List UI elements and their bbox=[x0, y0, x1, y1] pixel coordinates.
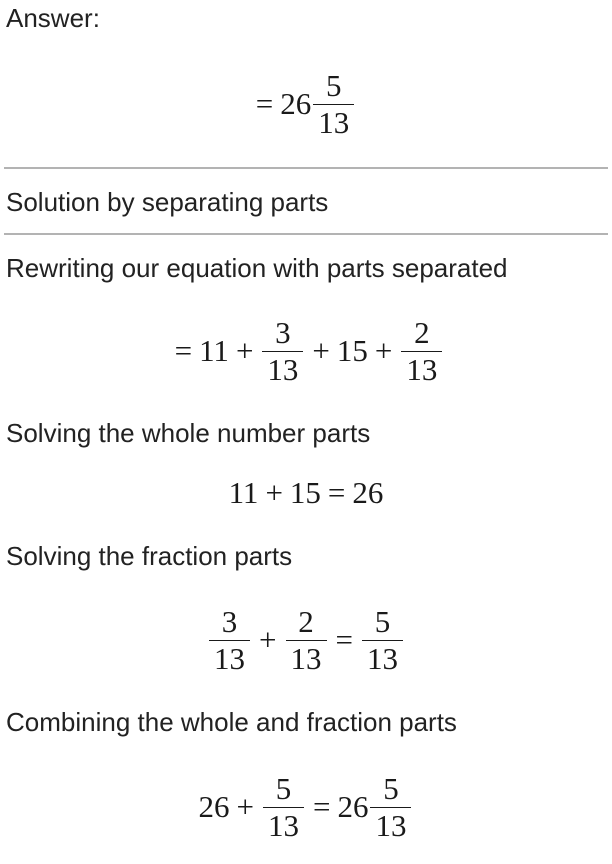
plus-sign: + bbox=[236, 789, 254, 824]
fraction bbox=[362, 604, 403, 677]
step1-label: Rewriting our equation with parts separated bbox=[6, 253, 508, 283]
fraction bbox=[313, 68, 354, 141]
denominator: 13 bbox=[214, 640, 246, 676]
step1-equation bbox=[0, 311, 612, 391]
step4-equation bbox=[0, 767, 612, 847]
numerator: 2 bbox=[414, 314, 430, 350]
equals-sign: = bbox=[313, 789, 331, 824]
denominator: 13 bbox=[406, 351, 438, 387]
numerator: 5 bbox=[383, 770, 399, 806]
equals-sign: = bbox=[327, 475, 346, 510]
equals-sign: = bbox=[174, 333, 193, 368]
denominator: 13 bbox=[290, 640, 322, 676]
answer-equation bbox=[0, 64, 612, 144]
plus-sign: + bbox=[374, 333, 393, 368]
equals-sign: = bbox=[255, 86, 274, 121]
denominator: 13 bbox=[375, 807, 407, 843]
denominator: 13 bbox=[267, 351, 299, 387]
result-number: 26 bbox=[352, 475, 384, 510]
numerator: 2 bbox=[298, 603, 314, 639]
numerator: 5 bbox=[374, 603, 391, 639]
step3-equation bbox=[0, 600, 612, 680]
plus-sign: + bbox=[235, 333, 254, 368]
answer-label: Answer: bbox=[6, 3, 100, 33]
plus-sign: + bbox=[265, 475, 283, 510]
whole-number: 26 bbox=[280, 86, 312, 121]
fraction bbox=[209, 604, 250, 677]
numerator: 5 bbox=[325, 67, 342, 103]
divider-top bbox=[4, 167, 608, 169]
step2-label: Solving the whole number parts bbox=[6, 418, 371, 448]
equals-sign: = bbox=[335, 622, 353, 657]
denominator: 13 bbox=[318, 104, 350, 140]
step2-equation bbox=[0, 472, 612, 514]
whole-number: 15 bbox=[289, 475, 321, 510]
whole-number: 11 bbox=[228, 475, 259, 510]
result-fraction bbox=[370, 771, 411, 844]
result-whole-number: 26 bbox=[337, 789, 369, 824]
plus-sign: + bbox=[259, 622, 277, 657]
step4-label: Combining the whole and fraction parts bbox=[6, 707, 457, 737]
fraction bbox=[286, 604, 327, 677]
section-title: Solution by separating parts bbox=[6, 187, 329, 217]
numerator: 5 bbox=[275, 770, 292, 806]
denominator: 13 bbox=[268, 807, 299, 843]
whole-number: 26 bbox=[198, 789, 230, 824]
numerator: 3 bbox=[221, 603, 238, 639]
step3-label: Solving the fraction parts bbox=[6, 541, 293, 571]
divider-bottom bbox=[4, 233, 608, 235]
fraction bbox=[262, 315, 303, 388]
fraction bbox=[401, 315, 442, 388]
whole-number: 11 bbox=[199, 333, 229, 368]
fraction bbox=[263, 771, 304, 844]
whole-number: 15 bbox=[336, 333, 368, 368]
denominator: 13 bbox=[366, 640, 398, 676]
plus-sign: + bbox=[312, 333, 330, 368]
numerator: 3 bbox=[275, 314, 291, 350]
